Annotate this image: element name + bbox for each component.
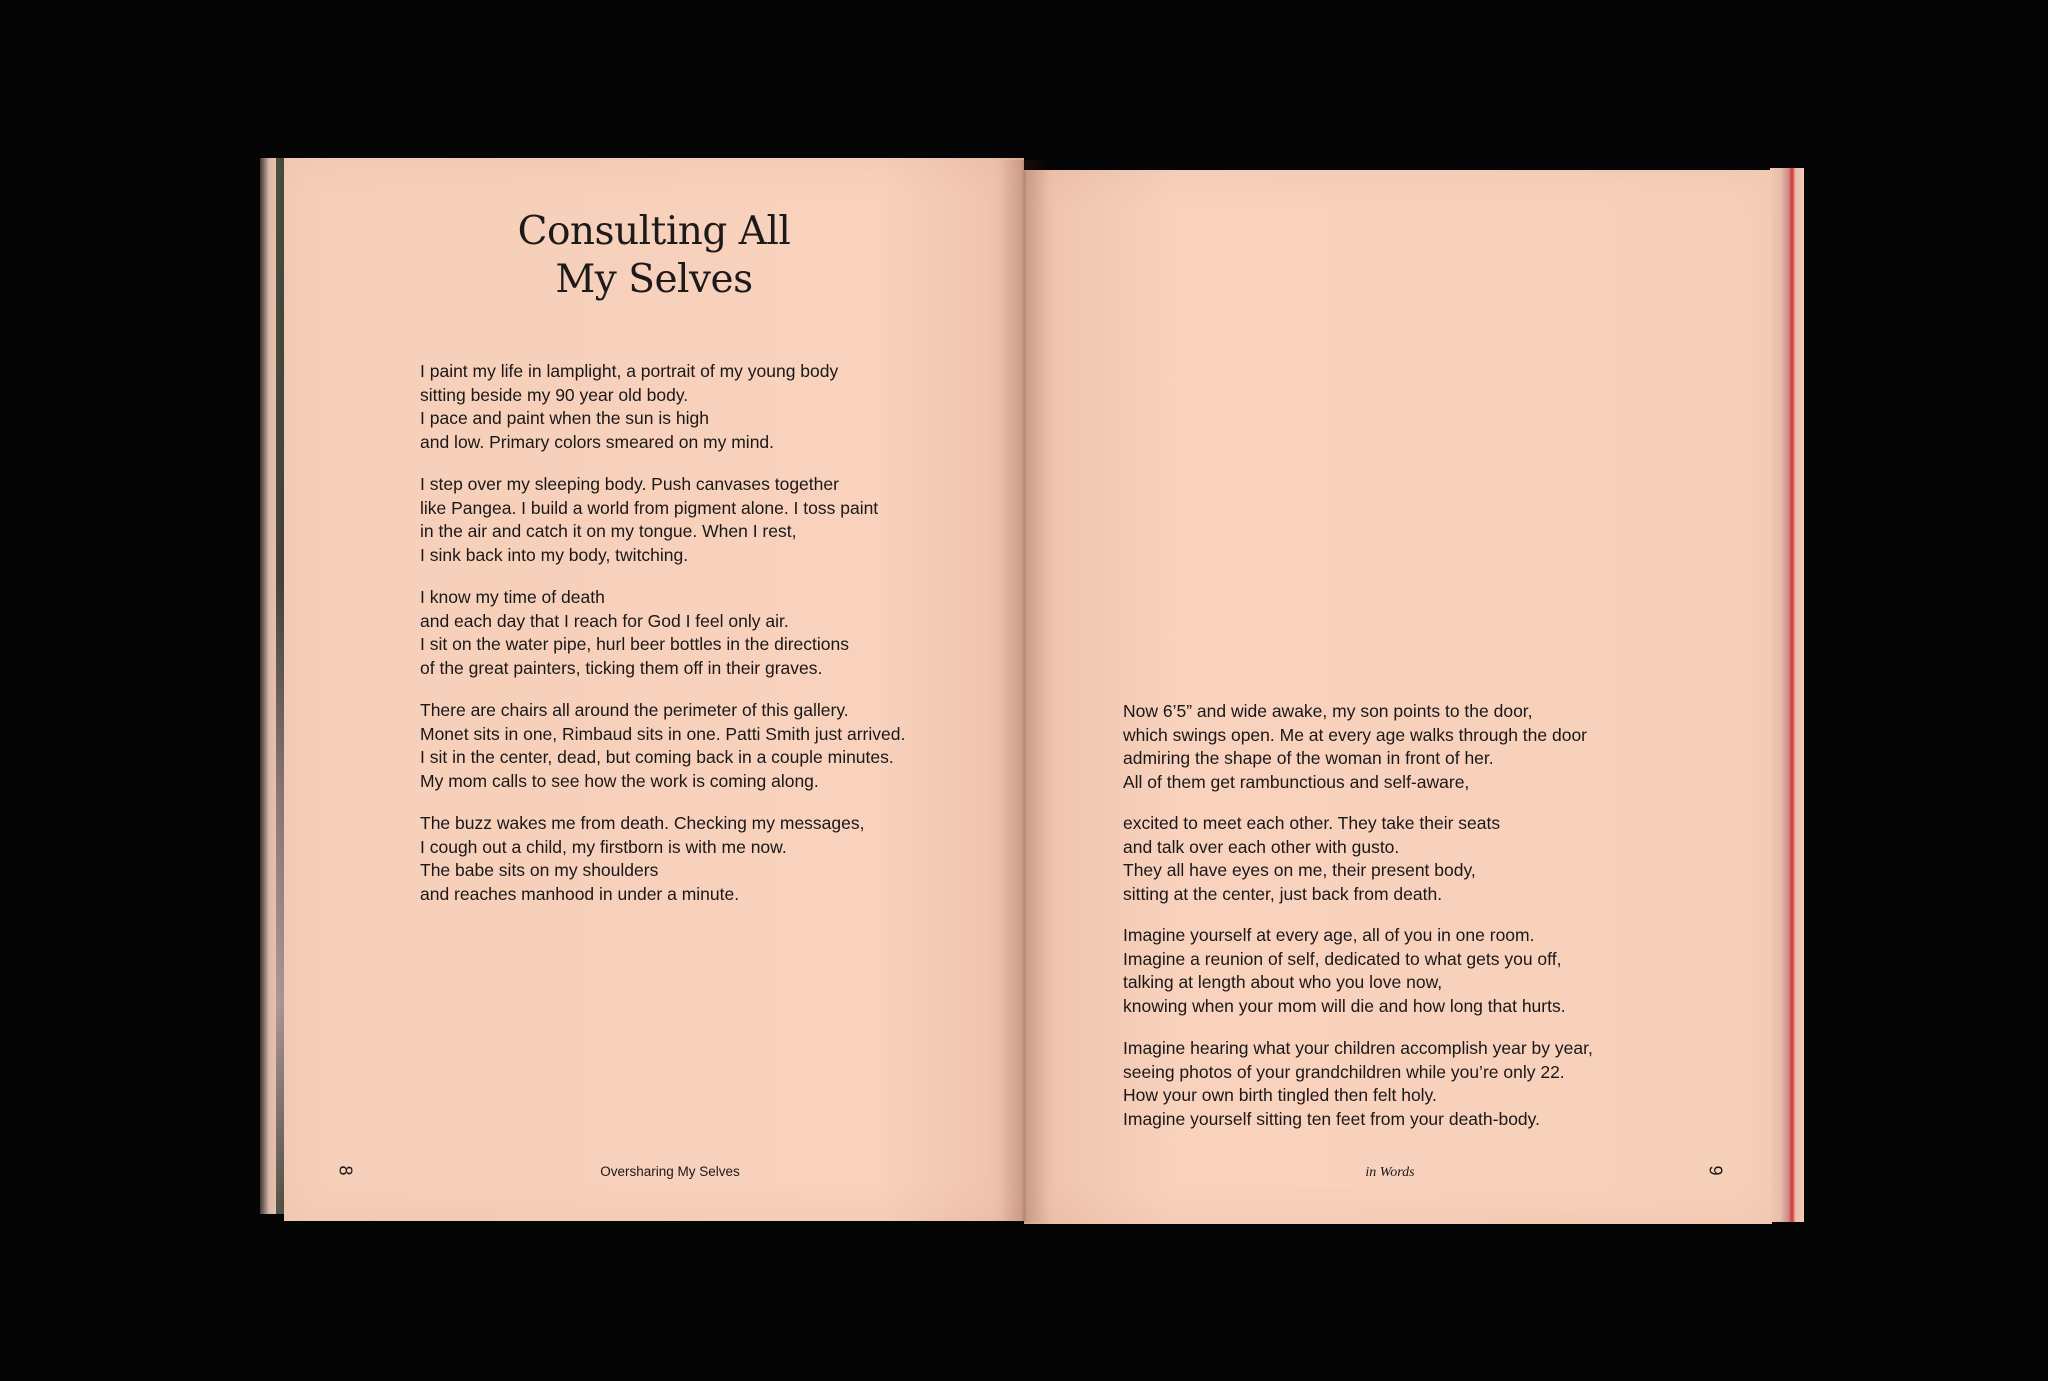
poem-line: Now 6’5” and wide awake, my son points to the door, [1123, 701, 1533, 721]
page-number-left: 8 [335, 1165, 356, 1176]
poem-line: sitting beside my 90 year old body. [420, 384, 689, 405]
right-page [1024, 170, 1772, 1224]
poem-line: and talk over each other with gusto. [1123, 836, 1400, 857]
poem-line: I sit on the water pipe, hurl beer bottles in the directions [420, 634, 849, 654]
poem-line: I step over my sleeping body. Push canvases together [420, 474, 839, 494]
poem-title [284, 208, 1024, 304]
poem-line: I know my time of death [420, 587, 605, 607]
poem-line: Imagine a reunion of self, dedicated to what gets you off, [1123, 948, 1562, 969]
running-head-right: in Words [1365, 1165, 1415, 1180]
left-page [284, 158, 1024, 1221]
poem-line: sitting at the center, just back from death. [1123, 883, 1443, 904]
poem-line: which swings open. Me at every age walks through the door [1123, 724, 1588, 745]
poem-line: Imagine hearing what your children accomplish year by year, [1123, 1038, 1593, 1058]
poem-line: excited to meet each other. They take their seats [1123, 813, 1501, 833]
poem-line: They all have eyes on me, their present body, [1123, 860, 1476, 880]
left-cover-edge [276, 158, 284, 1214]
stanza-7 [1123, 812, 1500, 906]
poem-line: My mom calls to see how the work is coming along. [420, 770, 819, 791]
poem-line: The babe sits on my shoulders [420, 860, 659, 880]
poem-line: of the great painters, ticking them off in their graves. [420, 657, 823, 678]
running-head-left: Oversharing My Selves [600, 1164, 740, 1179]
poem-line: in the air and catch it on my tongue. When I rest, [420, 521, 797, 541]
poem-line: I paint my life in lamplight, a portrait of my young body [420, 361, 839, 381]
stanza-5 [420, 812, 865, 906]
poem-line: and each day that I reach for God I feel only air. [420, 610, 789, 631]
poem-title-line-2: My Selves [555, 257, 753, 302]
stanza-1 [420, 360, 838, 454]
poem-line: I sink back into my body, twitching. [420, 544, 689, 565]
poem-line: like Pangea. I build a world from pigment alone. I toss paint [420, 497, 879, 518]
poem-line: admiring the shape of the woman in front of her. [1123, 748, 1494, 768]
poem-line: seeing photos of your grandchildren while you’re only 22. [1123, 1061, 1565, 1082]
poem-line: All of them get rambunctious and self-aware, [1123, 771, 1470, 792]
poem-line: Monet sits in one, Rimbaud sits in one. Patti Smith just arrived. [420, 723, 906, 744]
page-number-right: 9 [1705, 1165, 1726, 1176]
poem-line: Imagine yourself sitting ten feet from your death-body. [1123, 1108, 1540, 1129]
poem-line: and low. Primary colors smeared on my mind. [420, 431, 775, 452]
stanza-6 [1123, 700, 1587, 794]
poem-line: The buzz wakes me from death. Checking my messages, [420, 813, 865, 833]
poem-line: There are chairs all around the perimeter of this gallery. [420, 700, 849, 720]
stanza-3 [420, 586, 849, 680]
poem-title-line-1: Consulting All [517, 209, 791, 254]
stanza-4 [420, 699, 905, 793]
stanza-8 [1123, 924, 1566, 1018]
stanza-9 [1123, 1037, 1593, 1131]
poem-line: I cough out a child, my firstborn is with me now. [420, 836, 787, 857]
right-page-edges [1770, 168, 1804, 1222]
poem-line: I pace and paint when the sun is high [420, 408, 709, 428]
poem-line: I sit in the center, dead, but coming back in a couple minutes. [420, 747, 894, 767]
poem-line: Imagine yourself at every age, all of you in one room. [1123, 925, 1535, 945]
poem-line: talking at length about who you love now, [1123, 972, 1443, 992]
poem-line: How your own birth tingled then felt holy. [1123, 1085, 1437, 1105]
poem-line: knowing when your mom will die and how long that hurts. [1123, 995, 1566, 1016]
poem-line: and reaches manhood in under a minute. [420, 883, 740, 904]
stanza-2 [420, 473, 878, 567]
